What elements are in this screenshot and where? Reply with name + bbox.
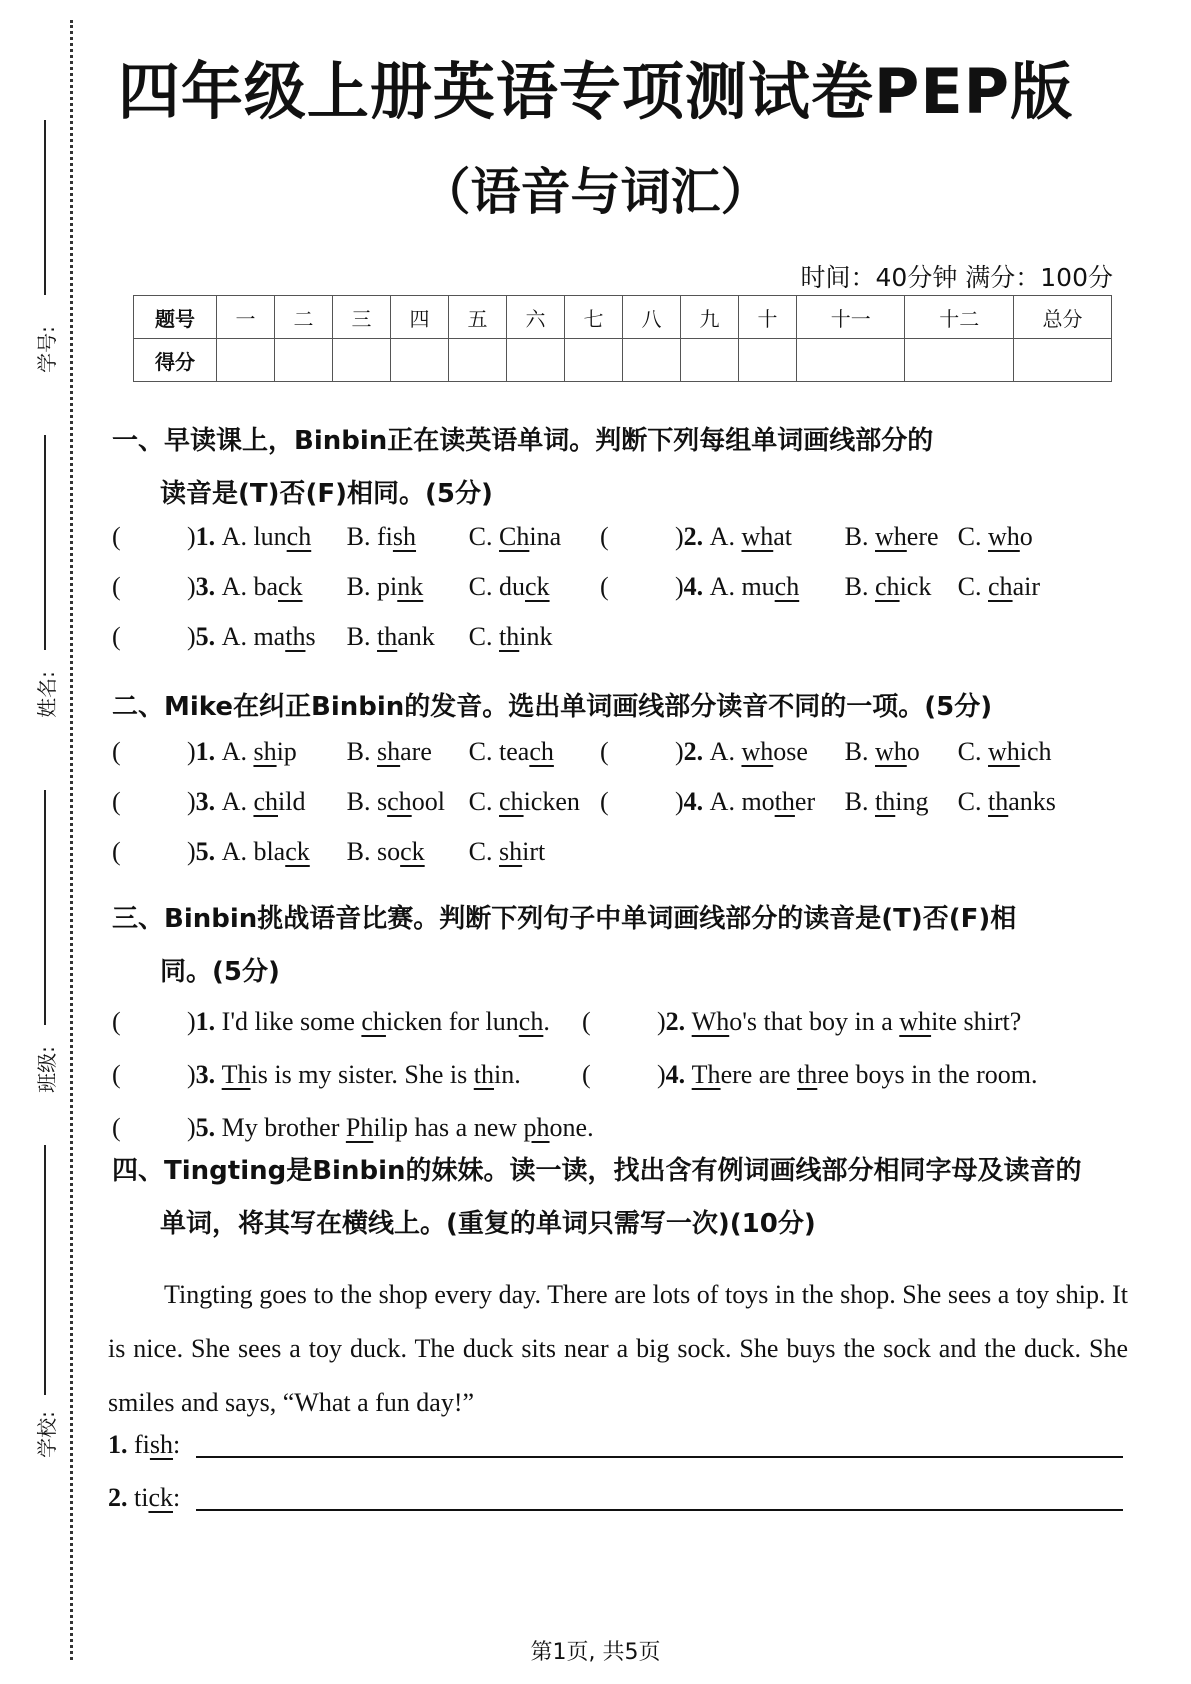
option-c bbox=[469, 522, 579, 552]
option-word: C. thanks bbox=[957, 787, 1056, 816]
question-number: 4. bbox=[665, 1060, 692, 1089]
sentence-item: ( )4. There are three boys in the room. bbox=[582, 1060, 1038, 1089]
option-word: B. thank bbox=[346, 622, 435, 651]
option-a bbox=[710, 522, 845, 552]
header-cell: 八 bbox=[623, 296, 681, 339]
option-b bbox=[347, 787, 469, 817]
option-b bbox=[347, 737, 469, 767]
question-item: ( )5. A. maths B. thank C. think bbox=[112, 622, 579, 652]
section-1-title bbox=[112, 420, 933, 510]
answer-blank[interactable]: ( bbox=[582, 1060, 591, 1089]
option-word: A. ship bbox=[221, 737, 297, 766]
option-b bbox=[845, 737, 958, 767]
option-c bbox=[958, 522, 1058, 552]
option-b bbox=[845, 572, 958, 602]
table-row-headers bbox=[134, 296, 1112, 339]
section-1-title-line2: 读音是(T)否(F)相同。(5分) bbox=[160, 479, 493, 509]
header-cell: 十二 bbox=[905, 296, 1014, 339]
option-c bbox=[958, 787, 1058, 817]
option-word: A. child bbox=[221, 787, 306, 816]
school-label: 学校: bbox=[34, 1411, 59, 1458]
option-word: C. China bbox=[468, 522, 562, 551]
option-word: A. black bbox=[221, 837, 310, 866]
class-line[interactable] bbox=[44, 790, 46, 1025]
option-word: A. much bbox=[709, 572, 800, 601]
answer-blank[interactable]: ( bbox=[112, 522, 121, 551]
option-word: C. duck bbox=[468, 572, 550, 601]
question-item: ( )1. A. ship B. share C. teach bbox=[112, 737, 599, 767]
option-a bbox=[222, 572, 347, 602]
header-cell: 二 bbox=[275, 296, 333, 339]
section-4-title-line2: 单词，将其写在横线上。(重复的单词只需写一次)(10分) bbox=[160, 1209, 816, 1239]
header-cell: 十 bbox=[739, 296, 797, 339]
option-c bbox=[469, 787, 599, 817]
option-a bbox=[710, 737, 845, 767]
question-item: ( )5. A. black B. sock C. shirt bbox=[112, 837, 599, 867]
option-b bbox=[347, 837, 469, 867]
page-title: 四年级上册英语专项测试卷PEP版 bbox=[117, 55, 1074, 128]
question-number: 2. bbox=[665, 1007, 692, 1036]
question-number: 2. bbox=[683, 522, 704, 551]
sentence-item: ( )3. This is my sister. She is thin. bbox=[112, 1060, 521, 1089]
option-word: A. what bbox=[709, 522, 792, 551]
question-item: ( )2. A. whose B. who C. which bbox=[600, 737, 1058, 767]
option-word: C. shirt bbox=[468, 837, 546, 866]
option-b bbox=[347, 622, 469, 652]
section-4-title bbox=[112, 1150, 1082, 1240]
score-cell[interactable] bbox=[449, 339, 507, 382]
score-cell[interactable] bbox=[681, 339, 739, 382]
option-b bbox=[347, 522, 469, 552]
question-number: 2. bbox=[683, 737, 704, 766]
header-cell: 十一 bbox=[797, 296, 905, 339]
answer-blank[interactable]: ( bbox=[600, 572, 609, 601]
score-cell[interactable] bbox=[217, 339, 275, 382]
name-label: 姓名: bbox=[34, 671, 59, 718]
option-word: B. share bbox=[346, 737, 432, 766]
option-b bbox=[347, 572, 469, 602]
reading-passage-text: Tingting goes to the shop every day. There are lots of toys in the shop. She sees a toy ship. It is nice. She sees a toy duck. The duck sits near a big sock. She buys the sock and the duck. She smiles and says, “What a fun day!” bbox=[108, 1280, 1128, 1417]
header-cell: 四 bbox=[391, 296, 449, 339]
header-cell: 三 bbox=[333, 296, 391, 339]
option-word: C. chair bbox=[957, 572, 1040, 601]
option-word: B. pink bbox=[346, 572, 424, 601]
header-cell: 一 bbox=[217, 296, 275, 339]
score-cell[interactable] bbox=[797, 339, 905, 382]
answer-input-line[interactable] bbox=[196, 1509, 1123, 1511]
class-label: 班级: bbox=[34, 1046, 59, 1093]
score-row-label: 得分 bbox=[134, 339, 217, 382]
question-number: 4. bbox=[683, 787, 704, 816]
question-item: ( )2. A. what B. where C. who bbox=[600, 522, 1058, 552]
time-score-info: 时间：40分钟 满分：100分 bbox=[800, 263, 1113, 292]
score-cell[interactable] bbox=[333, 339, 391, 382]
score-cell[interactable] bbox=[905, 339, 1014, 382]
option-c bbox=[958, 572, 1058, 602]
answer-blank[interactable]: ( bbox=[600, 787, 609, 816]
option-c bbox=[469, 572, 579, 602]
header-cell: 五 bbox=[449, 296, 507, 339]
section-3-title-line1: 三、Binbin挑战语音比赛。判断下列句子中单词画线部分的读音是(T)否(F)相 bbox=[112, 904, 1017, 934]
reading-passage bbox=[108, 1268, 1128, 1430]
answer-blank[interactable]: ( bbox=[600, 737, 609, 766]
option-word: B. where bbox=[844, 522, 939, 551]
page-number: 第1页, 共5页 bbox=[530, 1640, 661, 1665]
page-subtitle: （语音与词汇） bbox=[420, 163, 771, 221]
score-cell[interactable] bbox=[739, 339, 797, 382]
section-1-title-line1: 一、早读课上，Binbin正在读英语单词。判断下列每组单词画线部分的 bbox=[112, 426, 934, 456]
school-line[interactable] bbox=[44, 1145, 46, 1395]
option-c bbox=[469, 622, 579, 652]
question-number: 1. bbox=[195, 1007, 222, 1036]
option-word: B. who bbox=[844, 737, 920, 766]
score-cell[interactable] bbox=[623, 339, 681, 382]
option-word: B. sock bbox=[346, 837, 425, 866]
question-number: 1. bbox=[195, 522, 216, 551]
option-c bbox=[469, 837, 599, 867]
option-c bbox=[958, 737, 1058, 767]
student-id-label: 学号: bbox=[34, 326, 59, 373]
option-a bbox=[222, 837, 347, 867]
option-word: fish: bbox=[134, 1430, 181, 1459]
sentence-item: ( )1. I'd like some chicken for lunch. bbox=[112, 1007, 550, 1036]
option-word: A. mother bbox=[709, 787, 816, 816]
option-word: C. teach bbox=[468, 737, 554, 766]
answer-blank[interactable]: ( bbox=[112, 837, 121, 866]
answer-blank[interactable]: ( bbox=[112, 1007, 121, 1036]
score-table bbox=[133, 295, 1112, 382]
question-number: 3. bbox=[195, 787, 216, 816]
score-cell[interactable] bbox=[507, 339, 565, 382]
option-word: A. lunch bbox=[221, 522, 312, 551]
answer-blank[interactable]: ( bbox=[600, 522, 609, 551]
answer-blank[interactable]: ( bbox=[112, 622, 121, 651]
answer-line-item bbox=[108, 1430, 1123, 1460]
header-cell: 题号 bbox=[134, 296, 217, 339]
option-word: C. think bbox=[468, 622, 553, 651]
option-word: B. school bbox=[346, 787, 445, 816]
sentence-item: ( )2. Who's that boy in a white shirt? bbox=[582, 1007, 1022, 1036]
question-number: 2. bbox=[108, 1483, 134, 1512]
header-cell: 总分 bbox=[1014, 296, 1112, 339]
score-cell[interactable] bbox=[275, 339, 333, 382]
question-number: 3. bbox=[195, 1060, 222, 1089]
section-2-title: 二、Mike在纠正Binbin的发音。选出单词画线部分读音不同的一项。(5分) bbox=[112, 692, 993, 722]
name-line[interactable] bbox=[44, 435, 46, 650]
answer-blank[interactable]: ( bbox=[112, 737, 121, 766]
question-number: 4. bbox=[683, 572, 704, 601]
option-word: A. back bbox=[221, 572, 303, 601]
answer-input-line[interactable] bbox=[196, 1456, 1123, 1458]
header-cell: 六 bbox=[507, 296, 565, 339]
table-row-scores bbox=[134, 339, 1112, 382]
score-cell[interactable] bbox=[391, 339, 449, 382]
option-b bbox=[845, 522, 958, 552]
option-a bbox=[222, 522, 347, 552]
answer-blank[interactable]: ( bbox=[112, 1060, 121, 1089]
option-c bbox=[469, 737, 599, 767]
question-number: 3. bbox=[195, 572, 216, 601]
question-item: ( )4. A. mother B. thing C. thanks bbox=[600, 787, 1056, 816]
section-3-title-line2: 同。(5分) bbox=[160, 957, 280, 987]
answer-blank[interactable]: ( bbox=[582, 1007, 591, 1036]
score-cell[interactable] bbox=[1014, 339, 1112, 382]
question-number: 5. bbox=[195, 622, 216, 651]
option-word: B. thing bbox=[844, 787, 929, 816]
option-a bbox=[710, 572, 845, 602]
option-word: C. who bbox=[957, 522, 1033, 551]
answer-blank[interactable]: ( bbox=[112, 787, 121, 816]
question-item: ( )4. A. much B. chick C. chair bbox=[600, 572, 1058, 602]
option-a bbox=[710, 787, 845, 817]
sentence-item: ( )5. My brother Philip has a new phone. bbox=[112, 1113, 594, 1142]
option-b bbox=[845, 787, 958, 817]
header-cell: 七 bbox=[565, 296, 623, 339]
question-number: 1. bbox=[195, 737, 216, 766]
section-3-title bbox=[112, 898, 1016, 988]
option-a bbox=[222, 622, 347, 652]
option-word: A. maths bbox=[221, 622, 316, 651]
score-cell[interactable] bbox=[565, 339, 623, 382]
question-number: 5. bbox=[195, 837, 216, 866]
section-4-title-line1: 四、Tingting是Binbin的妹妹。读一读，找出含有例词画线部分相同字母及读音的 bbox=[112, 1156, 1082, 1186]
answer-line-item bbox=[108, 1483, 1123, 1513]
option-word: B. fish bbox=[346, 522, 417, 551]
option-word: C. which bbox=[957, 737, 1052, 766]
question-number: 5. bbox=[195, 1113, 222, 1142]
option-word: A. whose bbox=[709, 737, 808, 766]
answer-blank[interactable]: ( bbox=[112, 1113, 121, 1142]
option-a bbox=[222, 737, 347, 767]
option-word: C. chicken bbox=[468, 787, 580, 816]
question-item: ( )3. A. child B. school C. chicken bbox=[112, 787, 599, 817]
question-number: 1. bbox=[108, 1430, 134, 1459]
option-word: B. chick bbox=[844, 572, 932, 601]
binding-dotted-line bbox=[70, 20, 73, 1660]
question-item: ( )3. A. back B. pink C. duck bbox=[112, 572, 579, 602]
answer-blank[interactable]: ( bbox=[112, 572, 121, 601]
option-a bbox=[222, 787, 347, 817]
question-item: ( )1. A. lunch B. fish C. China bbox=[112, 522, 579, 552]
option-word: tick: bbox=[134, 1483, 181, 1512]
header-cell: 九 bbox=[681, 296, 739, 339]
